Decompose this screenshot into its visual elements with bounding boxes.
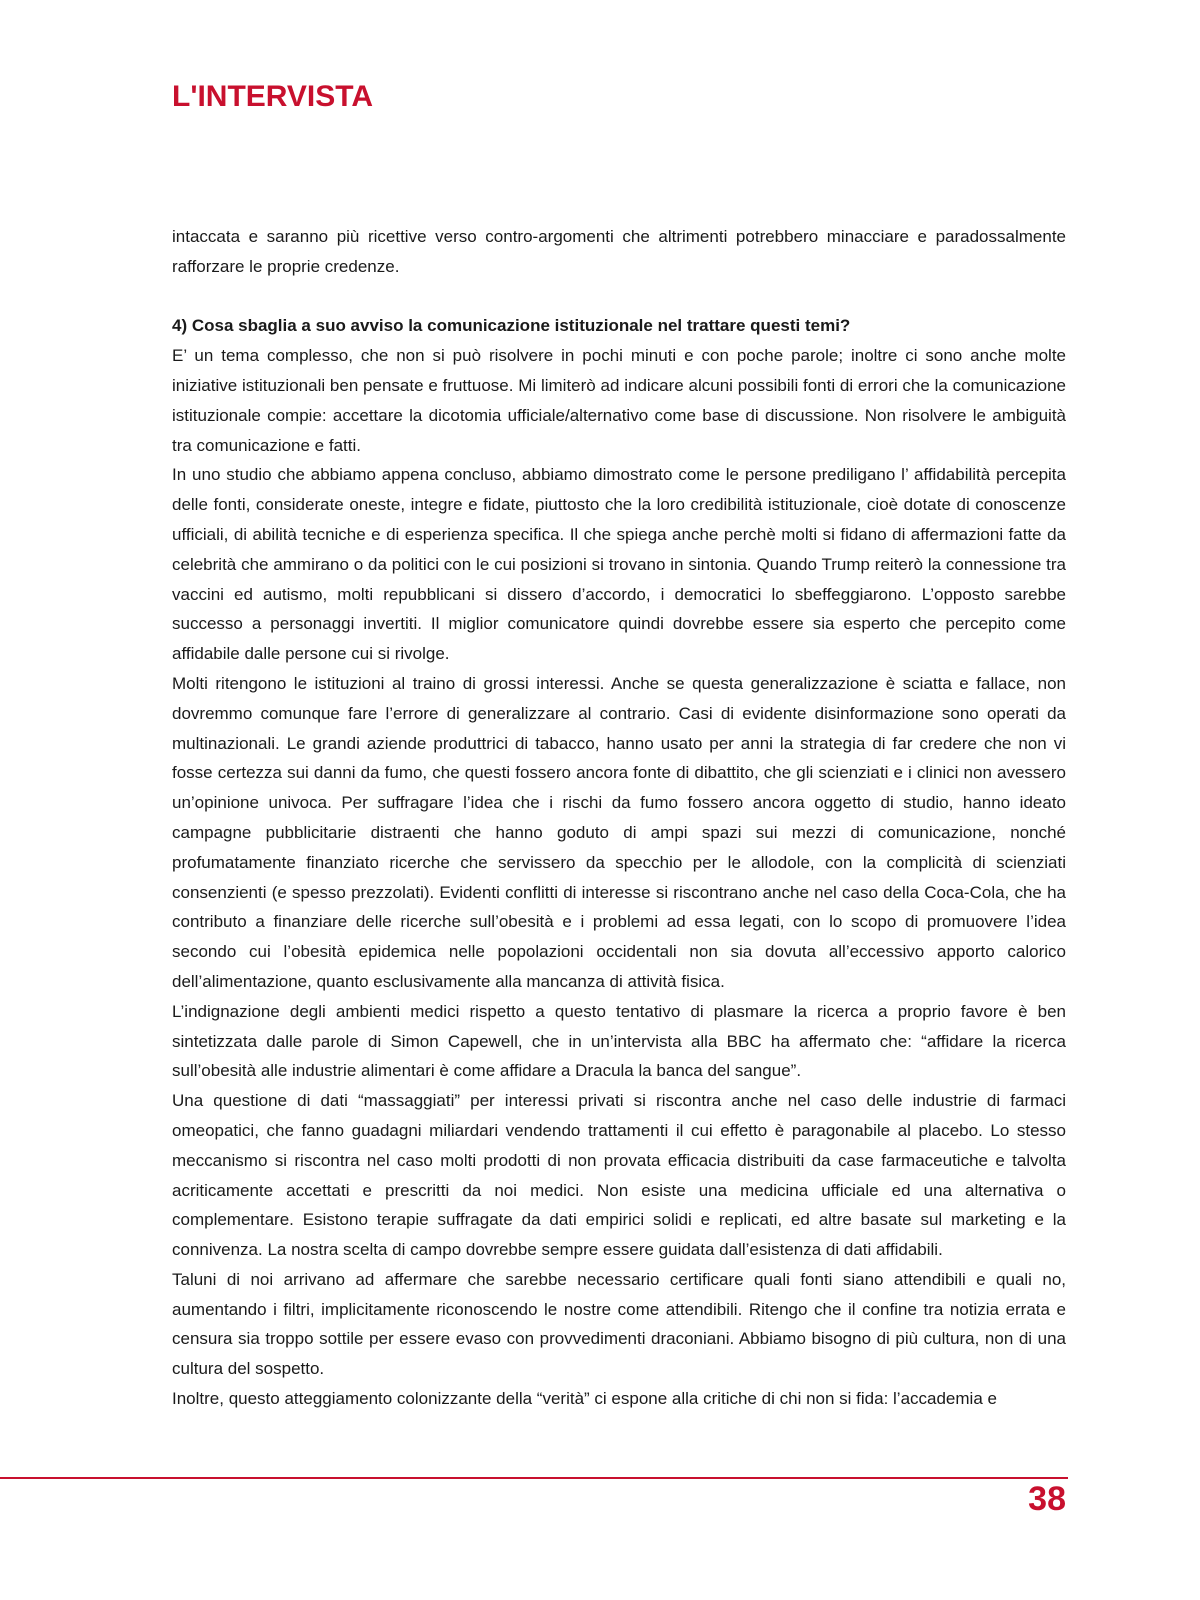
page-number: 38 xyxy=(1028,1480,1066,1518)
answer-paragraph-4: L’indignazione degli ambienti medici rispetto a questo tentativo di plasmare la ricerca a proprio favore è ben sintetizzata dalle parole di Simon Capewell, che in un’intervista alla BBC ha affermato che: “affidare la ricerca sull’obesità alle industrie alimentari è come affidare a Dracula la banca del sangue”. xyxy=(172,1001,1066,1081)
paragraph-gap xyxy=(172,282,1066,312)
answer-paragraph-5: Una questione di dati “massaggiati” per interessi privati si riscontra anche nel caso delle industrie di farmaci omeopatici, che fanno guadagni miliardari vendendo trattamenti il cui effetto è paragonabile al placebo. Lo stesso meccanismo si riscontra nel caso molti prodotti di non provata efficacia distribuiti da case farmaceutiche e talvolta acriticamente accettati e prescritti da noi medici. Non esiste una medicina ufficiale ed una alternativa o complementare. Esistono terapie suffragate da dati empirici solidi e replicati, ed altre basate sul marketing e la connivenza. La nostra scelta di campo dovrebbe sempre essere guidata dall’esistenza di dati affidabili. xyxy=(172,1091,1066,1260)
answer-paragraph-6: Taluni di noi arrivano ad affermare che sarebbe necessario certificare quali fonti siano attendibili e quali no, aumentando i filtri, implicitamente riconoscendo le nostre come attendibili. Ritengo che il confine tra notizia errata e censura sia troppo sottile per essere evaso con provvedimenti draconiani. Abbiamo bisogno di più cultura, non di una cultura del sospetto. xyxy=(172,1269,1066,1379)
answer-paragraph-2: In uno studio che abbiamo appena concluso, abbiamo dimostrato come le persone prediligano l’ affidabilità percepita delle fonti, considerate oneste, integre e fidate, piuttosto che la loro credibilità istituzionale, cioè dotate di conoscenze ufficiali, di abilità tecniche e di esperienza specifica. Il che spiega anche perchè molti si fidano di affermazioni fatte da celebrità che ammirano o da politici con le cui posizioni si trovano in sintonia. Quando Trump reiterò la connessione tra vaccini ed autismo, molti repubblicani si dissero d’accordo, i democratici lo sbeffeggiarono. L’opposto sarebbe successo a personaggi invertiti. Il miglior comunicatore quindi dovrebbe essere sia esperto che percepito come affidabile dalle persone cui si rivolge. xyxy=(172,465,1066,664)
answer-paragraph-3: Molti ritengono le istituzioni al traino di grossi interessi. Anche se questa generalizzazione è sciatta e fallace, non dovremmo comunque fare l’errore di generalizzare al contrario. Casi di evidente disinformazione sono operati da multinazionali. Le grandi aziende produttrici di tabacco, hanno usato per anni la strategia di far credere che non vi fosse certezza sui danni da fumo, che questi fossero ancora fonte di dibattito, che gli scienziati e i clinici non avessero un’opinione univoca. Per suffragare l’idea che i rischi da fumo fossero ancora oggetto di studio, hanno ideato campagne pubblicitarie distraenti che hanno goduto di ampi spazi sui mezzi di comunicazione, nonché profumatamente finanziato ricerche che servissero da specchio per le allodole, con la complicità di scienziati consenzienti (e spesso prezzolati). Evidenti conflitti di interesse si riscontrano anche nel caso della Coca-Cola, che ha contributo a finanziare delle ricerche sull’obesità e i problemi ad essa legati, con lo scopo di promuovere l’idea secondo cui l’obesità epidemica nelle popolazioni occidentali non sia dovuta all’eccessivo apporto calorico dell’alimentazione, quanto esclusivamente alla mancanza di attività fisica. xyxy=(172,673,1066,991)
answer-paragraph-7: Inoltre, questo atteggiamento colonizzante della “verità” ci espone alla critiche di chi non si fida: l’accademia e xyxy=(172,1389,997,1409)
section-title: L'INTERVISTA xyxy=(172,80,374,113)
answer-paragraph-1: E’ un tema complesso, che non si può risolvere in pochi minuti e con poche parole; inoltre ci sono anche molte iniziative istituzionali ben pensate e fruttuose. Mi limiterò ad indicare alcuni possibili fonti di errori che la comunicazione istituzionale compie: accettare la dicotomia ufficiale/alternativo come base di discussione. Non risolvere le ambiguità tra comunicazione e fatti. xyxy=(172,346,1066,455)
interview-question: 4) Cosa sbaglia a suo avviso la comunicazione istituzionale nel trattare questi temi? xyxy=(172,316,851,336)
article-body xyxy=(172,222,1066,1414)
footer-rule xyxy=(0,1477,1068,1479)
article-continuation: intaccata e saranno più ricettive verso contro-argomenti che altrimenti potrebbero minacciare e paradossalmente rafforzare le proprie credenze. xyxy=(172,227,1066,276)
